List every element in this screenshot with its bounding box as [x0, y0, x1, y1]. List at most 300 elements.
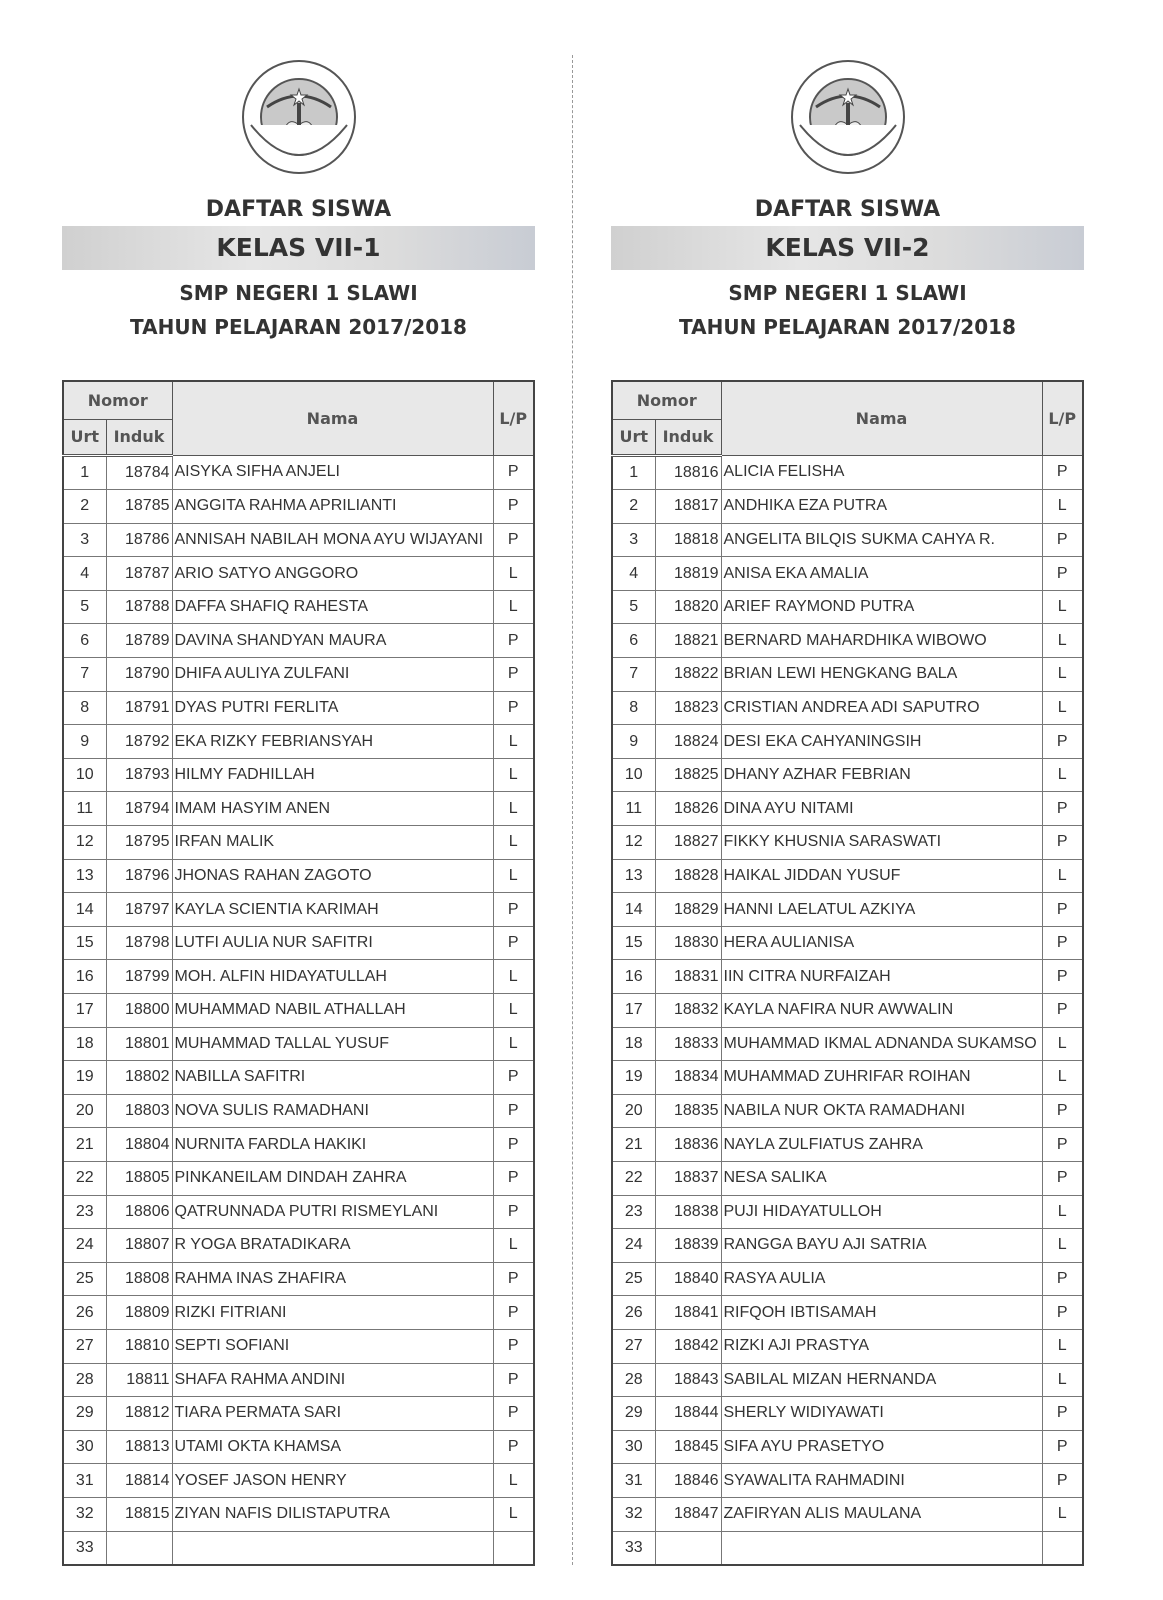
row-number: 29: [63, 1397, 106, 1431]
row-number: 11: [63, 792, 106, 826]
table-row: [612, 1094, 1083, 1128]
table-row: [63, 1329, 534, 1363]
student-id: 18834: [655, 1061, 721, 1095]
table-row: [612, 725, 1083, 759]
student-id: 18838: [655, 1195, 721, 1229]
gender: P: [493, 490, 534, 524]
student-id: 18821: [655, 624, 721, 658]
class-list-panel: [611, 55, 1084, 1566]
student-id: 18845: [655, 1430, 721, 1464]
gender: P: [493, 926, 534, 960]
row-number: 5: [63, 590, 106, 624]
student-id: 18813: [106, 1430, 172, 1464]
row-number: 30: [612, 1430, 655, 1464]
student-name: DAFFA SHAFIQ RAHESTA: [172, 590, 493, 624]
gender: P: [493, 1329, 534, 1363]
student-id: 18801: [106, 1027, 172, 1061]
table-row: [612, 994, 1083, 1028]
table-row: [612, 1262, 1083, 1296]
gender: P: [1042, 1094, 1083, 1128]
table-row: [612, 893, 1083, 927]
student-id: 18791: [106, 691, 172, 725]
academic-year: TAHUN PELAJARAN 2017/2018: [130, 315, 467, 339]
gender: L: [493, 960, 534, 994]
student-id: 18804: [106, 1128, 172, 1162]
gender: L: [493, 725, 534, 759]
table-row: [63, 960, 534, 994]
student-table: [611, 380, 1084, 1566]
academic-year: TAHUN PELAJARAN 2017/2018: [679, 315, 1016, 339]
gender: L: [493, 859, 534, 893]
student-name: TIARA PERMATA SARI: [172, 1397, 493, 1431]
table-row: [612, 758, 1083, 792]
table-row: [612, 859, 1083, 893]
row-number: 17: [63, 994, 106, 1028]
student-id: 18842: [655, 1329, 721, 1363]
gender: P: [1042, 994, 1083, 1028]
student-name: DESI EKA CAHYANINGSIH: [721, 725, 1042, 759]
student-id: 18807: [106, 1229, 172, 1263]
table-row: [612, 1061, 1083, 1095]
table-row: [63, 1229, 534, 1263]
table-row: [612, 826, 1083, 860]
student-name: NABILLA SAFITRI: [172, 1061, 493, 1095]
student-id: 18843: [655, 1363, 721, 1397]
student-name: [172, 1531, 493, 1565]
row-number: 1: [63, 455, 106, 490]
table-row: [63, 658, 534, 692]
table-row: [612, 1027, 1083, 1061]
gender: L: [493, 1497, 534, 1531]
student-name: YOSEF JASON HENRY: [172, 1464, 493, 1498]
student-id: 18822: [655, 658, 721, 692]
student-name: JHONAS RAHAN ZAGOTO: [172, 859, 493, 893]
student-id: 18825: [655, 758, 721, 792]
student-name: RIZKI FITRIANI: [172, 1296, 493, 1330]
student-id: 18789: [106, 624, 172, 658]
student-name: QATRUNNADA PUTRI RISMEYLANI: [172, 1195, 493, 1229]
class-name: KELAS VII-1: [62, 226, 535, 270]
gender: P: [1042, 1161, 1083, 1195]
row-number: 12: [612, 826, 655, 860]
gender: P: [1042, 960, 1083, 994]
table-row: [63, 691, 534, 725]
row-number: 33: [612, 1531, 655, 1565]
student-name: DHANY AZHAR FEBRIAN: [721, 758, 1042, 792]
row-number: 25: [612, 1262, 655, 1296]
student-id: 18785: [106, 490, 172, 524]
table-row: [63, 590, 534, 624]
row-number: 22: [63, 1161, 106, 1195]
student-name: ANGGITA RAHMA APRILIANTI: [172, 490, 493, 524]
row-number: 16: [63, 960, 106, 994]
gender: L: [493, 1229, 534, 1263]
student-name: FIKKY KHUSNIA SARASWATI: [721, 826, 1042, 860]
student-id: 18787: [106, 557, 172, 591]
table-row: [63, 1363, 534, 1397]
gender: P: [493, 1094, 534, 1128]
student-name: RAHMA INAS ZHAFIRA: [172, 1262, 493, 1296]
table-row: [612, 1497, 1083, 1531]
student-id: [655, 1531, 721, 1565]
student-id: 18792: [106, 725, 172, 759]
student-table: [62, 380, 535, 1566]
gender: P: [1042, 792, 1083, 826]
student-id: 18802: [106, 1061, 172, 1095]
student-name: ZIYAN NAFIS DILISTAPUTRA: [172, 1497, 493, 1531]
row-number: 29: [612, 1397, 655, 1431]
student-name: SIFA AYU PRASETYO: [721, 1430, 1042, 1464]
table-row: [63, 490, 534, 524]
table-row: [612, 1397, 1083, 1431]
student-id: 18812: [106, 1397, 172, 1431]
gender: L: [1042, 1195, 1083, 1229]
student-id: 18818: [655, 523, 721, 557]
student-id: 18820: [655, 590, 721, 624]
school-logo-icon: [786, 55, 910, 179]
row-number: 11: [612, 792, 655, 826]
table-row: [63, 1296, 534, 1330]
student-name: HERA AULIANISA: [721, 926, 1042, 960]
student-name: CRISTIAN ANDREA ADI SAPUTRO: [721, 691, 1042, 725]
gender: P: [493, 523, 534, 557]
row-number: 21: [63, 1128, 106, 1162]
school-logo-icon: [237, 55, 361, 179]
gender: L: [1042, 658, 1083, 692]
row-number: 8: [63, 691, 106, 725]
row-number: 19: [612, 1061, 655, 1095]
table-row: [63, 758, 534, 792]
header-nama: Nama: [721, 381, 1042, 455]
table-row: [612, 1464, 1083, 1498]
student-name: IIN CITRA NURFAIZAH: [721, 960, 1042, 994]
gender: P: [1042, 523, 1083, 557]
table-row: [612, 1229, 1083, 1263]
student-id: 18788: [106, 590, 172, 624]
student-id: 18815: [106, 1497, 172, 1531]
table-row: [612, 557, 1083, 591]
table-row: [63, 893, 534, 927]
row-number: 25: [63, 1262, 106, 1296]
gender: L: [1042, 490, 1083, 524]
gender: L: [1042, 859, 1083, 893]
student-name: IMAM HASYIM ANEN: [172, 792, 493, 826]
student-name: ANISA EKA AMALIA: [721, 557, 1042, 591]
student-name: SHERLY WIDIYAWATI: [721, 1397, 1042, 1431]
row-number: 19: [63, 1061, 106, 1095]
row-number: 2: [63, 490, 106, 524]
gender: L: [1042, 1329, 1083, 1363]
row-number: 15: [612, 926, 655, 960]
gender: P: [1042, 1464, 1083, 1498]
student-name: MUHAMMAD IKMAL ADNANDA SUKAMSO: [721, 1027, 1042, 1061]
page-fold-divider: [572, 55, 573, 1565]
row-number: 6: [63, 624, 106, 658]
table-row: [63, 1061, 534, 1095]
gender: L: [493, 826, 534, 860]
student-name: RASYA AULIA: [721, 1262, 1042, 1296]
student-name: NURNITA FARDLA HAKIKI: [172, 1128, 493, 1162]
row-number: 4: [612, 557, 655, 591]
student-name: SABILAL MIZAN HERNANDA: [721, 1363, 1042, 1397]
table-row: [63, 1027, 534, 1061]
student-id: 18819: [655, 557, 721, 591]
gender: P: [493, 1397, 534, 1431]
table-row: [612, 455, 1083, 490]
student-name: SEPTI SOFIANI: [172, 1329, 493, 1363]
row-number: 28: [63, 1363, 106, 1397]
row-number: 3: [612, 523, 655, 557]
student-name: ALICIA FELISHA: [721, 455, 1042, 490]
student-id: 18827: [655, 826, 721, 860]
table-row: [63, 624, 534, 658]
table-row: [612, 1329, 1083, 1363]
gender: P: [493, 1128, 534, 1162]
gender: L: [1042, 590, 1083, 624]
gender: P: [1042, 1296, 1083, 1330]
student-name: ANDHIKA EZA PUTRA: [721, 490, 1042, 524]
header-nomor: Nomor: [612, 381, 721, 419]
student-id: 18832: [655, 994, 721, 1028]
row-number: 23: [63, 1195, 106, 1229]
student-name: PUJI HIDAYATULLOH: [721, 1195, 1042, 1229]
student-name: RIFQOH IBTISAMAH: [721, 1296, 1042, 1330]
student-id: 18786: [106, 523, 172, 557]
student-name: MUHAMMAD TALLAL YUSUF: [172, 1027, 493, 1061]
row-number: 26: [63, 1296, 106, 1330]
gender: P: [493, 658, 534, 692]
table-row: [612, 1161, 1083, 1195]
student-name: HANNI LAELATUL AZKIYA: [721, 893, 1042, 927]
table-row: [612, 926, 1083, 960]
row-number: 17: [612, 994, 655, 1028]
table-row: [63, 1262, 534, 1296]
gender: P: [1042, 1262, 1083, 1296]
gender: L: [493, 994, 534, 1028]
gender: L: [493, 1027, 534, 1061]
document-title: DAFTAR SISWA: [754, 197, 941, 222]
row-number: 26: [612, 1296, 655, 1330]
table-row: [63, 792, 534, 826]
gender: L: [1042, 758, 1083, 792]
gender: P: [493, 1161, 534, 1195]
row-number: 31: [612, 1464, 655, 1498]
gender: L: [493, 1464, 534, 1498]
row-number: 28: [612, 1363, 655, 1397]
student-id: 18836: [655, 1128, 721, 1162]
student-id: 18790: [106, 658, 172, 692]
table-row: [63, 826, 534, 860]
row-number: 32: [63, 1497, 106, 1531]
student-id: 18828: [655, 859, 721, 893]
gender: L: [1042, 691, 1083, 725]
table-row: [63, 859, 534, 893]
student-name: EKA RIZKY FEBRIANSYAH: [172, 725, 493, 759]
student-name: ANGELITA BILQIS SUKMA CAHYA R.: [721, 523, 1042, 557]
table-row: [63, 926, 534, 960]
student-id: 18799: [106, 960, 172, 994]
student-id: 18794: [106, 792, 172, 826]
row-number: 12: [63, 826, 106, 860]
student-name: DYAS PUTRI FERLITA: [172, 691, 493, 725]
gender: P: [493, 1195, 534, 1229]
table-row: [63, 1161, 534, 1195]
row-number: 10: [612, 758, 655, 792]
table-row: [63, 1128, 534, 1162]
gender: P: [493, 1296, 534, 1330]
row-number: 22: [612, 1161, 655, 1195]
student-id: 18837: [655, 1161, 721, 1195]
student-id: 18835: [655, 1094, 721, 1128]
table-row: [612, 960, 1083, 994]
student-name: DHIFA AULIYA ZULFANI: [172, 658, 493, 692]
table-row: [612, 1128, 1083, 1162]
gender: L: [493, 758, 534, 792]
student-name: KAYLA SCIENTIA KARIMAH: [172, 893, 493, 927]
table-row: [63, 455, 534, 490]
student-id: 18829: [655, 893, 721, 927]
gender: P: [1042, 455, 1083, 490]
table-row: [63, 994, 534, 1028]
gender: L: [1042, 1027, 1083, 1061]
table-row: [63, 725, 534, 759]
gender: P: [1042, 725, 1083, 759]
header-nomor: Nomor: [63, 381, 172, 419]
table-row: [63, 1464, 534, 1498]
student-name: KAYLA NAFIRA NUR AWWALIN: [721, 994, 1042, 1028]
gender: L: [1042, 1061, 1083, 1095]
row-number: 1: [612, 455, 655, 490]
row-number: 18: [612, 1027, 655, 1061]
student-name: DINA AYU NITAMI: [721, 792, 1042, 826]
student-name: MUHAMMAD NABIL ATHALLAH: [172, 994, 493, 1028]
gender: L: [1042, 1363, 1083, 1397]
student-id: 18816: [655, 455, 721, 490]
row-number: 16: [612, 960, 655, 994]
student-name: ANNISAH NABILAH MONA AYU WIJAYANI: [172, 523, 493, 557]
student-name: UTAMI OKTA KHAMSA: [172, 1430, 493, 1464]
student-name: HAIKAL JIDDAN YUSUF: [721, 859, 1042, 893]
row-number: 7: [612, 658, 655, 692]
student-name: DAVINA SHANDYAN MAURA: [172, 624, 493, 658]
row-number: 27: [63, 1329, 106, 1363]
table-row: [612, 658, 1083, 692]
student-id: 18803: [106, 1094, 172, 1128]
gender: P: [493, 1363, 534, 1397]
student-id: 18844: [655, 1397, 721, 1431]
school-name: SMP NEGERI 1 SLAWI: [179, 281, 418, 305]
table-row: [63, 1497, 534, 1531]
student-id: 18847: [655, 1497, 721, 1531]
table-row: [63, 557, 534, 591]
gender: P: [493, 691, 534, 725]
student-name: NOVA SULIS RAMADHANI: [172, 1094, 493, 1128]
row-number: 7: [63, 658, 106, 692]
student-id: 18817: [655, 490, 721, 524]
school-name: SMP NEGERI 1 SLAWI: [728, 281, 967, 305]
table-row: [612, 624, 1083, 658]
table-row: [612, 691, 1083, 725]
table-row: [63, 1430, 534, 1464]
student-id: 18830: [655, 926, 721, 960]
table-row: [612, 1195, 1083, 1229]
gender: P: [493, 1430, 534, 1464]
student-name: R YOGA BRATADIKARA: [172, 1229, 493, 1263]
table-row: [612, 1296, 1083, 1330]
header-lp: L/P: [493, 381, 534, 455]
row-number: 31: [63, 1464, 106, 1498]
table-row: [612, 1531, 1083, 1565]
gender: [1042, 1531, 1083, 1565]
gender: P: [1042, 1128, 1083, 1162]
student-name: LUTFI AULIA NUR SAFITRI: [172, 926, 493, 960]
gender: P: [493, 1061, 534, 1095]
row-number: 3: [63, 523, 106, 557]
table-row: [63, 1094, 534, 1128]
row-number: 2: [612, 490, 655, 524]
student-id: 18846: [655, 1464, 721, 1498]
student-name: NABILA NUR OKTA RAMADHANI: [721, 1094, 1042, 1128]
table-row: [63, 1531, 534, 1565]
student-name: RIZKI AJI PRASTYA: [721, 1329, 1042, 1363]
gender: P: [1042, 557, 1083, 591]
student-name: ARIEF RAYMOND PUTRA: [721, 590, 1042, 624]
row-number: 24: [63, 1229, 106, 1263]
table-row: [612, 523, 1083, 557]
student-name: MUHAMMAD ZUHRIFAR ROIHAN: [721, 1061, 1042, 1095]
student-id: 18798: [106, 926, 172, 960]
table-row: [63, 1397, 534, 1431]
gender: L: [493, 590, 534, 624]
row-number: 13: [612, 859, 655, 893]
student-id: 18826: [655, 792, 721, 826]
gender: P: [1042, 1397, 1083, 1431]
document-title: DAFTAR SISWA: [205, 197, 392, 222]
student-id: 18797: [106, 893, 172, 927]
row-number: 23: [612, 1195, 655, 1229]
table-row: [63, 1195, 534, 1229]
row-number: 33: [63, 1531, 106, 1565]
student-id: 18833: [655, 1027, 721, 1061]
student-id: 18814: [106, 1464, 172, 1498]
row-number: 20: [612, 1094, 655, 1128]
gender: L: [493, 557, 534, 591]
gender: [493, 1531, 534, 1565]
header-lp: L/P: [1042, 381, 1083, 455]
gender: P: [493, 1262, 534, 1296]
table-row: [612, 792, 1083, 826]
row-number: 14: [612, 893, 655, 927]
gender: L: [1042, 624, 1083, 658]
row-number: 10: [63, 758, 106, 792]
row-number: 5: [612, 590, 655, 624]
gender: P: [1042, 826, 1083, 860]
gender: P: [1042, 926, 1083, 960]
student-name: RANGGA BAYU AJI SATRIA: [721, 1229, 1042, 1263]
row-number: 6: [612, 624, 655, 658]
row-number: 4: [63, 557, 106, 591]
student-id: 18806: [106, 1195, 172, 1229]
student-name: BERNARD MAHARDHIKA WIBOWO: [721, 624, 1042, 658]
student-id: 18831: [655, 960, 721, 994]
header-urt: Urt: [612, 419, 655, 455]
row-number: 32: [612, 1497, 655, 1531]
student-id: 18810: [106, 1329, 172, 1363]
row-number: 9: [612, 725, 655, 759]
row-number: 24: [612, 1229, 655, 1263]
student-name: NAYLA ZULFIATUS ZAHRA: [721, 1128, 1042, 1162]
gender: L: [1042, 1497, 1083, 1531]
